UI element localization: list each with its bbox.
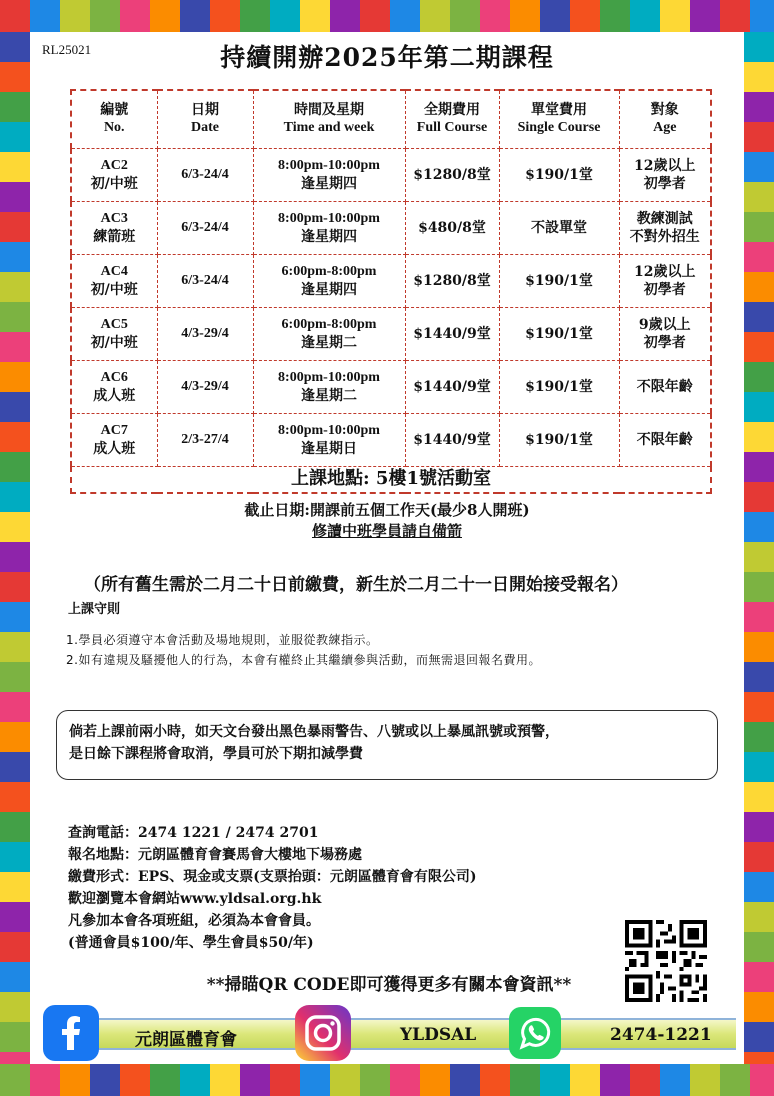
cell-single: $190/1堂 (499, 148, 619, 201)
facebook-icon[interactable] (42, 1004, 100, 1062)
cell-no: AC2 初/中班 (71, 148, 157, 201)
border-tile (750, 0, 774, 32)
cell-date: 6/3-24/4 (157, 254, 253, 307)
border-tile (744, 722, 774, 752)
border-tile (0, 572, 30, 602)
warning-line: 是日餘下課程將會取消，學員可於下期扣減學費 (69, 746, 363, 762)
qr-note: **掃瞄QR CODE即可獲得更多有關本會資訊** (206, 975, 572, 995)
border-tile (750, 1064, 774, 1096)
cell-single: 不設單堂 (499, 201, 619, 254)
border-tile (0, 932, 30, 962)
border-tile (744, 1052, 774, 1064)
border-tile (0, 32, 30, 62)
border-tile (0, 452, 30, 482)
border-tile (420, 0, 450, 32)
header-full-course: 全期費用 Full Course (405, 90, 499, 148)
contact-phone: 查詢電話：2474 1221 / 2474 2701 (68, 825, 319, 841)
border-tile (600, 1064, 630, 1096)
border-tile (744, 752, 774, 782)
border-top (0, 0, 774, 32)
border-tile (630, 0, 660, 32)
border-tile (744, 242, 774, 272)
border-tile (744, 512, 774, 542)
border-tile (744, 932, 774, 962)
border-tile (744, 152, 774, 182)
warning-line: 倘若上課前兩小時，如天文台發出黑色暴雨警告、八號或以上暴風訊號或預警， (69, 724, 559, 740)
border-tile (0, 392, 30, 422)
border-tile (0, 152, 30, 182)
deadline-block (30, 500, 744, 542)
border-tile (300, 0, 330, 32)
border-tile (744, 122, 774, 152)
contact-payment: 繳費形式：EPS、現金或支票(支票抬頭：元朗區體育會有限公司) (68, 869, 477, 885)
border-tile (744, 902, 774, 932)
doc-code: RL25021 (42, 42, 92, 57)
border-tile (660, 1064, 690, 1096)
border-tile (330, 0, 360, 32)
border-tile (480, 1064, 510, 1096)
border-tile (90, 0, 120, 32)
cell-age: 12歲以上 初學者 (619, 254, 711, 307)
course-table (70, 89, 712, 494)
rules-list (66, 630, 736, 670)
cell-time: 8:00pm-10:00pm 逢星期四 (253, 148, 405, 201)
border-tile (510, 1064, 540, 1096)
border-tile (744, 692, 774, 722)
border-tile (630, 1064, 660, 1096)
rule-item: 2.如有違規及騷擾他人的行為，本會有權終止其繼續參與活動，而無需退回報名費用。 (66, 653, 541, 667)
border-tile (480, 0, 510, 32)
border-tile (0, 332, 30, 362)
cell-full: $1440/9堂 (405, 360, 499, 413)
border-tile (0, 62, 30, 92)
cell-full: $480/8堂 (405, 201, 499, 254)
cell-no: AC7 成人班 (71, 413, 157, 466)
border-tile (744, 452, 774, 482)
contact-fees: (普通會員$100/年、學生會員$50/年) (68, 935, 314, 951)
border-tile (744, 962, 774, 992)
border-left (0, 32, 30, 1064)
border-tile (0, 242, 30, 272)
border-tile (600, 0, 630, 32)
border-tile (150, 0, 180, 32)
facebook-name[interactable]: 元朗區體育會 (135, 1030, 237, 1050)
border-tile (150, 1064, 180, 1096)
border-tile (0, 422, 30, 452)
contact-membership: 凡參加本會各項班組，必須為本會會員。 (68, 913, 320, 929)
border-tile (744, 992, 774, 1022)
border-tile (0, 482, 30, 512)
cell-date: 6/3-24/4 (157, 148, 253, 201)
border-tile (0, 632, 30, 662)
border-tile (120, 0, 150, 32)
border-tile (180, 0, 210, 32)
border-tile (0, 1022, 30, 1052)
page-title: 持續開辦2025年第二期課程 (220, 43, 554, 72)
whatsapp-number[interactable]: 2474-1221 (610, 1025, 712, 1045)
border-tile (744, 482, 774, 512)
cell-no: AC4 初/中班 (71, 254, 157, 307)
table-row (71, 201, 711, 254)
border-tile (570, 1064, 600, 1096)
border-tile (0, 542, 30, 572)
border-tile (744, 872, 774, 902)
border-tile (210, 0, 240, 32)
border-tile (744, 782, 774, 812)
cell-date: 6/3-24/4 (157, 201, 253, 254)
border-tile (300, 1064, 330, 1096)
cell-date: 2/3-27/4 (157, 413, 253, 466)
table-row (71, 148, 711, 201)
cell-time: 8:00pm-10:00pm 逢星期二 (253, 360, 405, 413)
header-date: 日期 Date (157, 90, 253, 148)
cell-single: $190/1堂 (499, 413, 619, 466)
border-tile (0, 962, 30, 992)
cell-full: $1440/9堂 (405, 307, 499, 360)
border-tile (0, 902, 30, 932)
border-tile (744, 842, 774, 872)
cell-no: AC3 練箭班 (71, 201, 157, 254)
cell-time: 8:00pm-10:00pm 逢星期四 (253, 201, 405, 254)
border-right (744, 32, 774, 1064)
cell-single: $190/1堂 (499, 360, 619, 413)
border-tile (744, 662, 774, 692)
cell-time: 6:00pm-8:00pm 逢星期二 (253, 307, 405, 360)
border-tile (60, 1064, 90, 1096)
border-tile (360, 1064, 390, 1096)
border-bottom (0, 1064, 774, 1096)
equipment-note: 修讀中班學員請自備箭 (311, 522, 462, 540)
border-tile (744, 332, 774, 362)
border-tile (0, 872, 30, 902)
border-tile (744, 92, 774, 122)
instagram-icon[interactable] (294, 1004, 352, 1062)
border-tile (0, 992, 30, 1022)
border-tile (270, 1064, 300, 1096)
border-tile (744, 362, 774, 392)
cell-age: 不限年齡 (619, 413, 711, 466)
whatsapp-icon[interactable] (508, 1006, 562, 1060)
header-single-course: 單堂費用 Single Course (499, 90, 619, 148)
border-tile (120, 1064, 150, 1096)
border-tile (744, 632, 774, 662)
border-tile (270, 0, 300, 32)
border-tile (720, 1064, 750, 1096)
border-tile (540, 1064, 570, 1096)
table-row (71, 307, 711, 360)
cell-single: $190/1堂 (499, 307, 619, 360)
social-footer (42, 1004, 736, 1062)
border-tile (744, 302, 774, 332)
border-tile (90, 1064, 120, 1096)
cell-age: 9歲以上 初學者 (619, 307, 711, 360)
border-tile (0, 362, 30, 392)
border-tile (744, 32, 774, 62)
contact-info (68, 822, 628, 954)
border-tile (450, 1064, 480, 1096)
cell-full: $1440/9堂 (405, 413, 499, 466)
border-tile (744, 572, 774, 602)
border-tile (0, 812, 30, 842)
border-tile (570, 0, 600, 32)
border-tile (540, 0, 570, 32)
border-tile (510, 0, 540, 32)
header-no: 編號 No. (71, 90, 157, 148)
cell-single: $190/1堂 (499, 254, 619, 307)
border-tile (0, 272, 30, 302)
table-row (71, 413, 711, 466)
border-tile (420, 1064, 450, 1096)
border-tile (0, 602, 30, 632)
border-tile (744, 1022, 774, 1052)
border-tile (744, 182, 774, 212)
border-tile (0, 1064, 30, 1096)
table-row (71, 360, 711, 413)
cell-no: AC6 成人班 (71, 360, 157, 413)
rules-heading: 上課守則 (68, 602, 121, 617)
contact-address: 報名地點：元朗區體育會賽馬會大樓地下場務處 (68, 847, 362, 863)
border-tile (180, 1064, 210, 1096)
border-tile (240, 0, 270, 32)
border-tile (0, 722, 30, 752)
border-tile (0, 842, 30, 872)
border-tile (0, 0, 30, 32)
rule-item: 1.學員必須遵守本會活動及場地規則，並服從教練指示。 (66, 633, 379, 647)
border-tile (744, 542, 774, 572)
border-tile (0, 122, 30, 152)
border-tile (744, 62, 774, 92)
cell-no: AC5 初/中班 (71, 307, 157, 360)
location-row (71, 466, 711, 493)
border-tile (30, 1064, 60, 1096)
border-tile (720, 0, 750, 32)
header-age: 對象 Age (619, 90, 711, 148)
border-tile (0, 752, 30, 782)
instagram-name[interactable]: YLDSAL (400, 1025, 477, 1045)
cell-time: 8:00pm-10:00pm 逢星期日 (253, 413, 405, 466)
contact-website[interactable]: 歡迎瀏覽本會網站www.yldsal.org.hk (68, 891, 322, 907)
cell-date: 4/3-29/4 (157, 307, 253, 360)
border-tile (210, 1064, 240, 1096)
cell-age: 不限年齡 (619, 360, 711, 413)
border-tile (744, 212, 774, 242)
deadline-text: 截止日期:開課前五個工作天(最少8人開班) (244, 501, 530, 519)
header-time: 時間及星期 Time and week (253, 90, 405, 148)
border-tile (30, 0, 60, 32)
border-tile (0, 662, 30, 692)
cell-full: $1280/8堂 (405, 254, 499, 307)
border-tile (0, 302, 30, 332)
border-tile (690, 1064, 720, 1096)
cell-full: $1280/8堂 (405, 148, 499, 201)
border-tile (744, 602, 774, 632)
weather-warning-box (56, 710, 718, 780)
poster-panel (30, 32, 744, 1064)
table-row (71, 254, 711, 307)
border-tile (0, 212, 30, 242)
border-tile (690, 0, 720, 32)
border-tile (0, 782, 30, 812)
border-tile (60, 0, 90, 32)
border-tile (660, 0, 690, 32)
cell-age: 12歲以上 初學者 (619, 148, 711, 201)
table-header-row (71, 90, 711, 148)
border-tile (330, 1064, 360, 1096)
border-tile (450, 0, 480, 32)
border-tile (744, 812, 774, 842)
border-tile (360, 0, 390, 32)
registration-notice: （所有舊生需於二月二十日前繳費，新生於二月二十一日開始接受報名） (84, 575, 628, 595)
border-tile (0, 182, 30, 212)
cell-age: 教練測試 不對外招生 (619, 201, 711, 254)
border-tile (0, 92, 30, 122)
border-tile (0, 512, 30, 542)
border-tile (240, 1064, 270, 1096)
class-location: 上課地點: 5樓1號活動室 (71, 466, 711, 493)
cell-time: 6:00pm-8:00pm 逢星期四 (253, 254, 405, 307)
border-tile (744, 272, 774, 302)
border-tile (744, 392, 774, 422)
cell-date: 4/3-29/4 (157, 360, 253, 413)
border-tile (0, 1052, 30, 1064)
border-tile (0, 692, 30, 722)
border-tile (390, 1064, 420, 1096)
border-tile (744, 422, 774, 452)
border-tile (390, 0, 420, 32)
